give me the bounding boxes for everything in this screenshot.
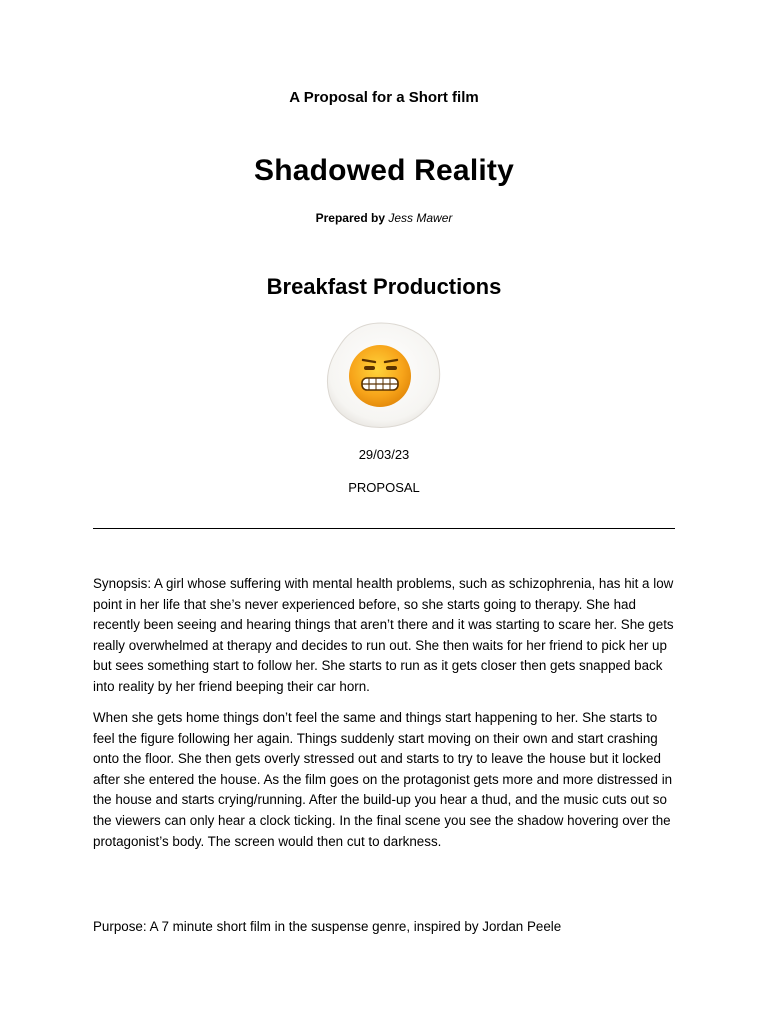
synopsis-paragraph: Synopsis: A girl whose suffering with mental health problems, such as schizophrenia, has hit a low point in her life that she’s never experienced before, so she starts going to therapy. She had recently been seeing and hearing things that aren’t there and it was starting to scare her. She gets really overwhelmed at therapy and decides to run out. She then waits for her friend to pick her up but sees something start to follow her. She starts to run as it gets closer then gets snapped back into reality by her friend beeping their car horn.	[93, 576, 674, 694]
purpose-paragraph: Purpose: A 7 minute short film in the suspense genre, inspired by Jordan Peele	[93, 919, 562, 934]
prepared-by-line	[0, 211, 768, 225]
horizontal-divider	[93, 528, 675, 529]
document-title: Shadowed Reality	[254, 154, 514, 187]
author-name: Jess Mawer	[388, 211, 453, 225]
prepared-by-label: Prepared by	[315, 211, 385, 225]
fried-egg-emoji-face-icon	[325, 318, 443, 432]
document-date: 29/03/23	[358, 447, 410, 462]
document-subtitle: A Proposal for a Short film	[289, 89, 479, 106]
document-type-label: PROPOSAL	[348, 480, 420, 495]
story-paragraph: When she gets home things don’t feel the same and things start happening to her. She starts to feel the figure following her again. Things suddenly start moving on their own and start crashing onto the floor. She then gets overly stressed out and starts to try to leave the house but it locked after she entered the house. As the film goes on the protagonist gets more and more distressed in the house and starts crying/running. After the build-up you hear a thud, and the music cuts out so the viewers can only hear a clock ticking. In the final scene you see the shadow hovering over the protagonist’s body. The screen would then cut to darkness.	[93, 710, 673, 849]
company-name: Breakfast Productions	[266, 274, 502, 299]
